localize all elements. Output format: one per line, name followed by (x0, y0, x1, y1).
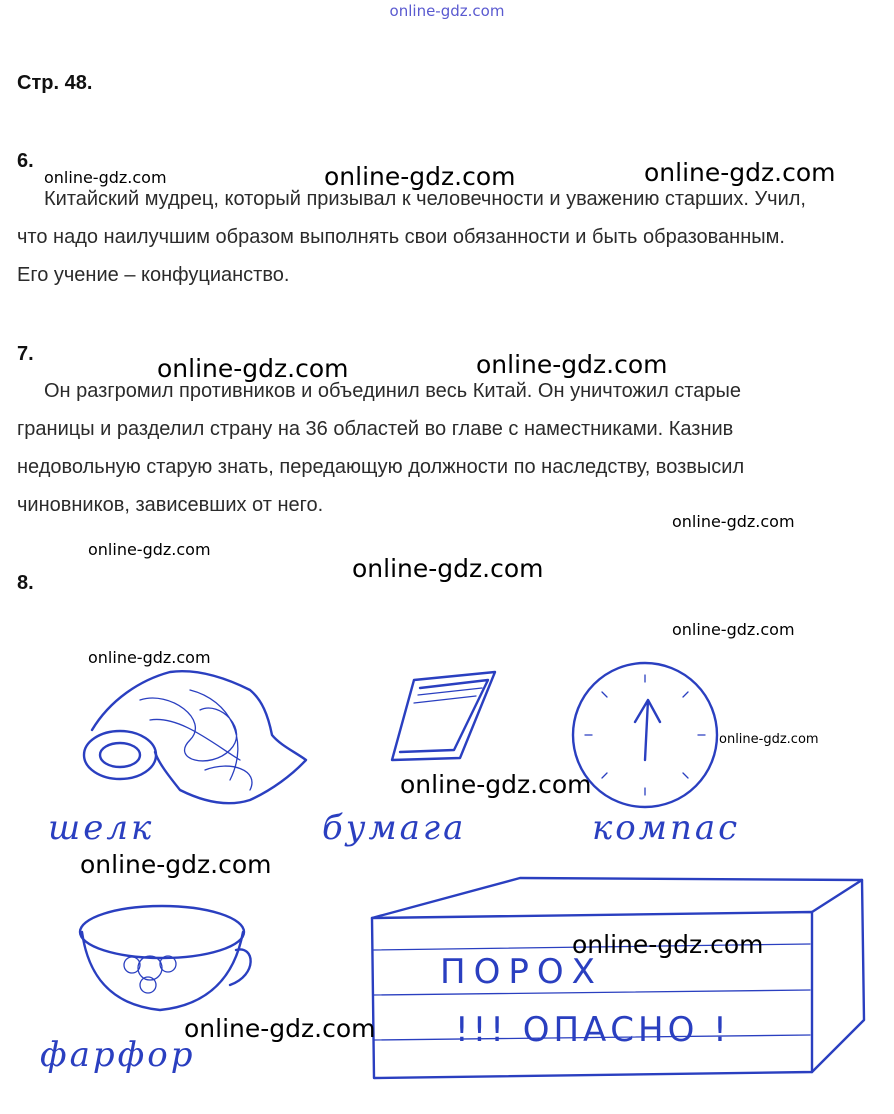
silk-roll-drawing (84, 671, 306, 803)
compass-north-mark (636, 660, 637, 661)
task-6-line-2: что надо наилучшим образом выполнять свои обязанности и быть образованным. (17, 226, 785, 248)
task-6-line-1: Китайский мудрец, который призывал к человечности и уважению старших. Учил, (44, 188, 806, 210)
task-7-line-3: недовольную старую знать, передающую должности по наследству, возвысил (17, 456, 745, 478)
header-watermark: online-gdz.com (389, 2, 505, 20)
watermark: online-gdz.com (44, 168, 167, 187)
watermark: online-gdz.com (719, 732, 819, 747)
watermark: online-gdz.com (572, 930, 764, 959)
watermark: online-gdz.com (644, 158, 836, 187)
watermark: online-gdz.com (157, 354, 349, 383)
watermark: online-gdz.com (88, 540, 211, 559)
silk-caption: шелк (48, 808, 155, 848)
compass-drawing (573, 663, 717, 807)
paper-drawing (392, 672, 495, 760)
gunpowder-label: ПОРОХ (440, 952, 603, 992)
page-reference: Стр. 48. (17, 72, 93, 94)
task-7-number: 7. (17, 343, 34, 365)
porcelain-cup-drawing (80, 906, 251, 1010)
task-7-line-4: чиновников, зависевших от него. (17, 494, 324, 516)
task-6-number: 6. (17, 150, 34, 172)
watermark: online-gdz.com (80, 850, 272, 879)
watermark: online-gdz.com (352, 554, 544, 583)
compass-caption: компас (592, 808, 741, 848)
watermark: online-gdz.com (476, 350, 668, 379)
task-8-number: 8. (17, 572, 34, 594)
task-6-line-3: Его учение – конфуцианство. (17, 264, 290, 286)
watermark: online-gdz.com (400, 770, 592, 799)
paper-caption: бумага (322, 808, 467, 848)
watermark: online-gdz.com (672, 620, 795, 639)
watermark: online-gdz.com (324, 162, 516, 191)
task-7-line-1: Он разгромил противников и объединил весь Китай. Он уничтожил старые (44, 380, 741, 402)
porcelain-caption: фарфор (40, 1035, 196, 1075)
watermark: online-gdz.com (184, 1014, 376, 1043)
watermark: online-gdz.com (88, 648, 211, 667)
danger-warning: !!! ОПАСНО ! (455, 1010, 731, 1050)
watermark: online-gdz.com (672, 512, 795, 531)
task-7-line-2: границы и разделил страну на 36 областей во главе с наместниками. Казнив (17, 418, 734, 440)
